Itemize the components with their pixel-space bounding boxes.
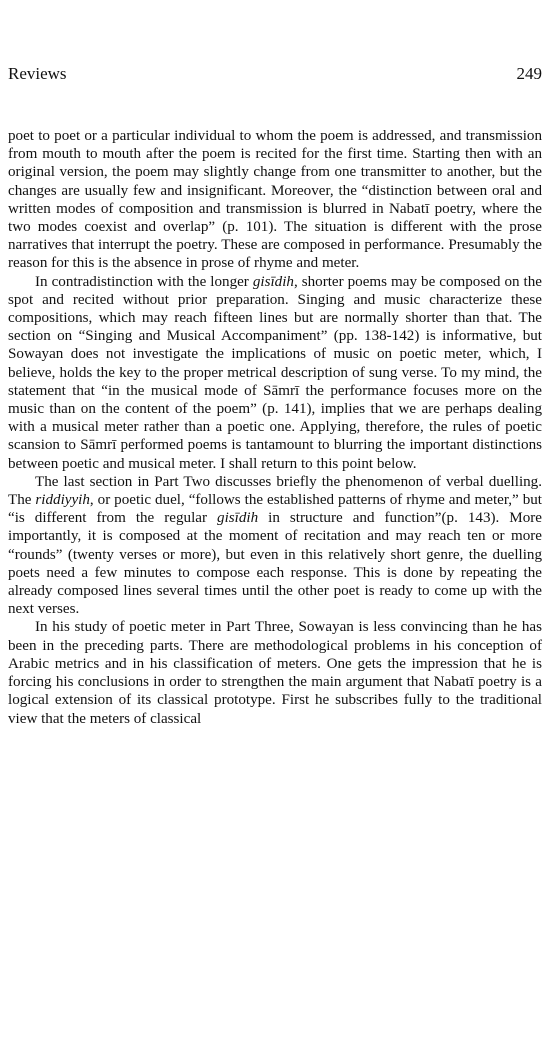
- italic-term: gisīdih: [252, 273, 294, 290]
- text-run: The last section in Part Two discusses briefly the phenomenon of verbal duelling. The: [8, 473, 542, 509]
- text-run: poet to poet or a particular individual to whom the poem is addressed, and transmission from mouth to mouth after the poem is recited for the first time. Starting then with an original version, the poem may slightly change from one transmitter to another, but the changes are usually few and insignificant. Moreover, the “distinction between oral and written modes of composition and transmission is blurred in Nabatī poetry, where the two modes coexist and overlap” (p. 101). The situation is different with the prose narratives that interrupt the poetry. These are composed in performance. Presumably the reason for this is the absence in prose of rhyme and meter.: [8, 128, 542, 272]
- page-header: [8, 64, 542, 84]
- italic-term: gisīdih: [217, 510, 259, 527]
- text-run: , or poetic duel, “follows the established patterns of rhyme and meter,” but “is different from the regular: [8, 492, 542, 527]
- italic-term: riddiyyih: [35, 492, 90, 509]
- body-paragraph: [8, 618, 542, 727]
- text-run: In his study of poetic meter in Part Three, Sowayan is less convincing than he has been in the preceding parts. There are methodological problems in his conception of Arabic metrics and in his classification of meters. One gets the impression that he is forcing his conclusions in order to strengthen the main argument that Nabatī poetry is a logical extension of its classical prototype. First he subscribes fully to the traditional view that the meters of classical: [8, 619, 542, 727]
- body-paragraph: [8, 127, 542, 273]
- body-paragraph: [8, 473, 542, 619]
- body-paragraph: [8, 273, 542, 473]
- text-run: in structure and function”(p. 143). More importantly, it is composed at the moment of recitation and may reach ten or more “rounds” (twenty verses or more), but even in this relatively short genre, the duelling poets need a few minutes to compose each response. This is done by repeating the already composed lines several times until the other poet is ready to come up with the next verses.: [8, 510, 542, 618]
- text-run: In contradistinction with the longer: [35, 273, 253, 290]
- text-run: , shorter poems may be composed on the spot and recited without prior preparation. Singing and music characterize these compositions, which may reach fifteen lines but are normally shorter than that. The section on “Singing and Musical Accompaniment” (pp. 138-142) is informative, but Sowayan does not investigate the implications of music on poetic meter, which, I believe, holds the key to the proper metrical description of sung verse. To my mind, the statement that “in the musical mode of Sāmrī the performance focuses more on the music than on the content of the poem” (p. 141), implies that we are perhaps dealing with a musical meter rather than a poetic one. Applying, therefore, the rules of poetic scansion to Sāmrī performed poems is tantamount to blurring the important distinctions between poetic and musical meter. I shall return to this point below.: [8, 273, 542, 472]
- page-number: 249: [516, 64, 542, 83]
- running-title: Reviews: [8, 64, 67, 83]
- body-text: [8, 127, 542, 728]
